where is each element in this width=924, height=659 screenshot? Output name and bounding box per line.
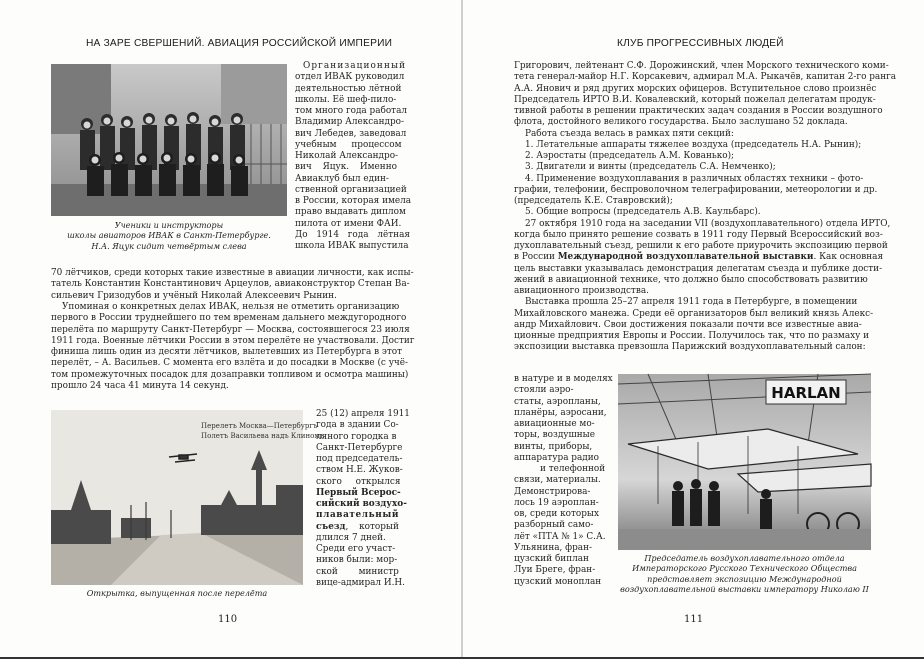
group-photo bbox=[51, 64, 287, 216]
text-line: Николай Александро- bbox=[295, 151, 399, 161]
exhibition-photo bbox=[618, 374, 871, 550]
text-line: школы. Её шеф-пило- bbox=[295, 94, 397, 105]
text-line: татель Константин Константинович Арцеулов, авиаконструктор Степан Ва- bbox=[51, 279, 410, 290]
list-item: графии, телефонии, беспроволочном телеграфировании, метеорологии и др. bbox=[514, 184, 878, 195]
text-fragment: . Как основная bbox=[813, 252, 884, 263]
text-line: перелёт, – А. Васильев. С момента его взлёта и до посадки в Москве (с учё- bbox=[51, 358, 409, 369]
text-line bbox=[514, 252, 884, 263]
text-line: Владимир Александро- bbox=[295, 117, 404, 128]
text-line: первого в России труднейшего по тем временам дальнего междугородного bbox=[51, 313, 407, 324]
text-line: в России, которая имела bbox=[295, 196, 412, 206]
postcard-photo bbox=[51, 410, 325, 585]
text-line: Авиаклуб был един- bbox=[295, 173, 389, 184]
text-line: тивной работы в решении практических задач создания в России воздушного bbox=[514, 106, 883, 116]
group-photo-caption bbox=[51, 220, 287, 251]
text-line: цузский моноплан bbox=[514, 576, 602, 587]
page-number-right: 111 bbox=[684, 614, 704, 625]
text-line: финиша лишь один из десяти лётчиков, вылетевших из Петербурга в этот bbox=[51, 347, 403, 357]
text-line: Организационный bbox=[303, 61, 407, 71]
text-line bbox=[316, 522, 406, 533]
text-line: школа ИВАК выпустила bbox=[295, 241, 409, 251]
text-line: Выставка прошла 25–27 апреля 1911 года в Петербурге, в помещении bbox=[525, 297, 858, 308]
text-line: Ульянина, фран- bbox=[514, 542, 592, 553]
text-line: ляного городка в bbox=[316, 431, 397, 442]
page-number-left: 110 bbox=[218, 614, 238, 625]
text-line: Михайловского манежа. Среди её организаторов был великий князь Алекс- bbox=[514, 308, 874, 319]
text-line: когда было принято решение созвать в 1911 году Первый Всероссийский воз- bbox=[514, 229, 883, 240]
text-line: ов, среди которых bbox=[514, 509, 599, 519]
caption-line: воздухоплавательной выставки императору Николаю II bbox=[620, 584, 869, 595]
text-line: цузский биплан bbox=[514, 554, 589, 564]
text-line: связи, материалы. bbox=[514, 475, 601, 486]
text-line: Среди его участ- bbox=[316, 544, 396, 554]
text-line: андр Михайлович. Свои достижения показали почти все известные авиа- bbox=[514, 319, 862, 330]
text-line: прошло 24 часа 41 минута 14 секунд. bbox=[51, 380, 229, 391]
text-line-bold: сийский воздухо- bbox=[316, 499, 407, 509]
text-line: Санкт-Петербурге bbox=[316, 442, 403, 453]
text-line: отдел ИВАК руководил bbox=[295, 72, 405, 83]
postcard-caption: Открытка, выпущенная после перелёта bbox=[86, 588, 268, 598]
text-line: жений в авиационной технике, что должно было способствовать развитию bbox=[514, 274, 868, 285]
caption-line: Императорского Русского Технического Общества bbox=[632, 563, 857, 574]
text-line: разборный само- bbox=[514, 520, 594, 531]
exhibition-photo-caption bbox=[618, 553, 871, 595]
text-line: аппаратура радио bbox=[514, 452, 600, 463]
list-item: 2. Аэростаты (председатель А.М. Кованько); bbox=[525, 151, 735, 161]
text-line: 70 лётчиков, среди которых такие известные в авиации личности, как испы- bbox=[51, 268, 414, 278]
text-line: ской министр bbox=[316, 566, 399, 577]
left-page bbox=[0, 0, 461, 659]
text-line: Демонстрирова- bbox=[514, 486, 591, 497]
text-line: стояли аэро- bbox=[514, 385, 574, 396]
postcard-title-line2: Полетъ Васильева надъ Клиномъ bbox=[201, 432, 325, 440]
text-line: ством Н.Е. Жуков- bbox=[316, 465, 403, 476]
text-line: Упоминая о конкретных делах ИВАК, нельзя не отметить организацию bbox=[62, 302, 400, 312]
text-paragraph-2 bbox=[51, 302, 415, 392]
text-line: 27 октября 1910 года на заседании VII (воздухоплавательного) отдела ИРТО, bbox=[525, 218, 891, 229]
text-paragraph-1 bbox=[51, 268, 414, 302]
text-line: и телефонной bbox=[540, 464, 606, 474]
bold-term: Международной воздухоплавательной выставки bbox=[557, 252, 814, 263]
text-line: винты, приборы, bbox=[514, 441, 593, 452]
postcard-title-line1: Перелетъ Москва—Петербургъ bbox=[201, 422, 318, 430]
text-line: под председатель- bbox=[316, 454, 403, 464]
text-line: ственной организацией bbox=[295, 184, 407, 195]
text-line: вич Лебедев, заведовал bbox=[295, 128, 407, 139]
text-line: экспозиции выставка превзошла Парижский воздухоплавательный салон: bbox=[514, 342, 866, 353]
text-line: авиационного производства. bbox=[514, 286, 649, 296]
caption-line: Ученики и инструкторы bbox=[114, 220, 224, 230]
text-line: 1911 года. Военные лётчики России в этом перелёте не участвовали. Достиг bbox=[51, 335, 415, 346]
text-column-side-2 bbox=[316, 409, 410, 589]
right-text-top bbox=[514, 61, 897, 354]
text-line: года в здании Со- bbox=[316, 420, 399, 431]
text-line: До 1914 года лётная bbox=[295, 229, 410, 240]
text-line-bold: Первый Всерос- bbox=[316, 487, 401, 498]
text-line: ционные предприятия Европы и России. Получилось так, что по размаху и bbox=[514, 331, 870, 341]
list-item: 3. Двигатели и винты (председатель С.А. Немченко); bbox=[525, 162, 776, 173]
text-line: сильевич Гризодубов и учёный Николай Алексеевич Рынин. bbox=[51, 290, 337, 301]
text-line: планёры, аэросани, bbox=[514, 407, 607, 418]
text-line: авиационные мо- bbox=[514, 419, 595, 429]
right-page bbox=[463, 0, 924, 659]
caption-line: школы авиаторов ИВАК в Санкт-Петербурге. bbox=[67, 230, 271, 241]
text-line: ского открылся bbox=[316, 476, 401, 487]
list-item: (председатель К.Е. Ставровский); bbox=[514, 196, 673, 206]
text-line: Луи Бреге, фран- bbox=[514, 565, 596, 576]
text-line: цель выставки указывалась демонстрация делегатам съезда и публике дости- bbox=[514, 263, 883, 274]
text-line: тета генерал-майор Н.Г. Корсакевич, адмирал М.А. Рыкачёв, капитан 2-го ранга bbox=[514, 72, 897, 83]
list-item: 5. Общие вопросы (председатель А.В. Каульбарс). bbox=[525, 207, 761, 218]
sections-intro: Работа съезда велась в рамках пяти секций: bbox=[525, 128, 734, 139]
text-line: учебным процессом bbox=[295, 139, 402, 150]
text-line: флота, достойного великого государства. Было заслушано 52 доклада. bbox=[514, 117, 848, 128]
text-line: том промежуточных посадок для дозаправки топливом и осмотра машины) bbox=[51, 369, 409, 380]
text-fragment: , который bbox=[345, 521, 399, 532]
text-line-bold: плавательный bbox=[316, 510, 400, 521]
text-line: А.А. Янович и ряд других морских офицеров. Вступительное слово произнёс bbox=[514, 83, 877, 94]
text-line: вич Яцук. Именно bbox=[295, 162, 397, 173]
right-text-side bbox=[514, 374, 612, 588]
text-line: торы, воздушные bbox=[514, 430, 595, 441]
list-item: 4. Применение воздухоплавания в различных областях техники – фото- bbox=[525, 173, 864, 184]
text-line: том много года работал bbox=[295, 106, 408, 116]
text-fragment: в России bbox=[514, 252, 558, 263]
bold-term: съезд bbox=[316, 521, 346, 532]
right-running-header: КЛУБ ПРОГРЕССИВНЫХ ЛЮДЕЙ bbox=[617, 38, 784, 49]
text-line: 25 (12) апреля 1911 bbox=[316, 409, 410, 419]
text-column-side-1 bbox=[295, 61, 412, 252]
harlan-banner-text: HARLAN bbox=[771, 384, 841, 402]
text-line: деятельностью лётной bbox=[295, 83, 402, 94]
caption-line: представляет экспозицию Международной bbox=[647, 573, 842, 584]
text-line: статы, аэропланы, bbox=[514, 396, 601, 407]
text-line: в натуре и в моделях bbox=[514, 374, 613, 384]
text-line: пилота от имени ФАИ. bbox=[295, 218, 402, 229]
text-line: перелёта по маршруту Санкт-Петербург — Москва, состоявшегося 23 июля bbox=[51, 324, 410, 335]
text-line: лёт «ПТА № 1» С.А. bbox=[514, 531, 606, 542]
text-line: Председатель ИРТО В.И. Ковалевский, который пожелал делегатам продук- bbox=[514, 94, 876, 105]
text-line: вице-адмирал И.Н. bbox=[316, 577, 405, 588]
text-line: право выдавать диплом bbox=[295, 207, 406, 218]
text-line: духоплавательный съезд, решили к его работе приурочить экспозицию первой bbox=[514, 241, 888, 251]
left-running-header: НА ЗАРЕ СВЕРШЕНИЙ. АВИАЦИЯ РОССИЙСКОЙ ИМПЕРИИ bbox=[86, 38, 393, 49]
text-line: лось 19 аэроплан- bbox=[514, 497, 599, 508]
list-item: 1. Летательные аппараты тяжелее воздуха (председатель Н.А. Рынин); bbox=[525, 139, 862, 150]
text-line: Григорович, лейтенант С.Ф. Дорожинский, член Морского технического коми- bbox=[514, 61, 889, 71]
caption-line: Председатель воздухоплавательного отдела bbox=[644, 553, 845, 563]
text-line: длился 7 дней. bbox=[316, 532, 386, 543]
caption-line: Н.А. Яцук сидит четвёртым слева bbox=[91, 240, 247, 251]
text-line: ников были: мор- bbox=[316, 555, 398, 566]
